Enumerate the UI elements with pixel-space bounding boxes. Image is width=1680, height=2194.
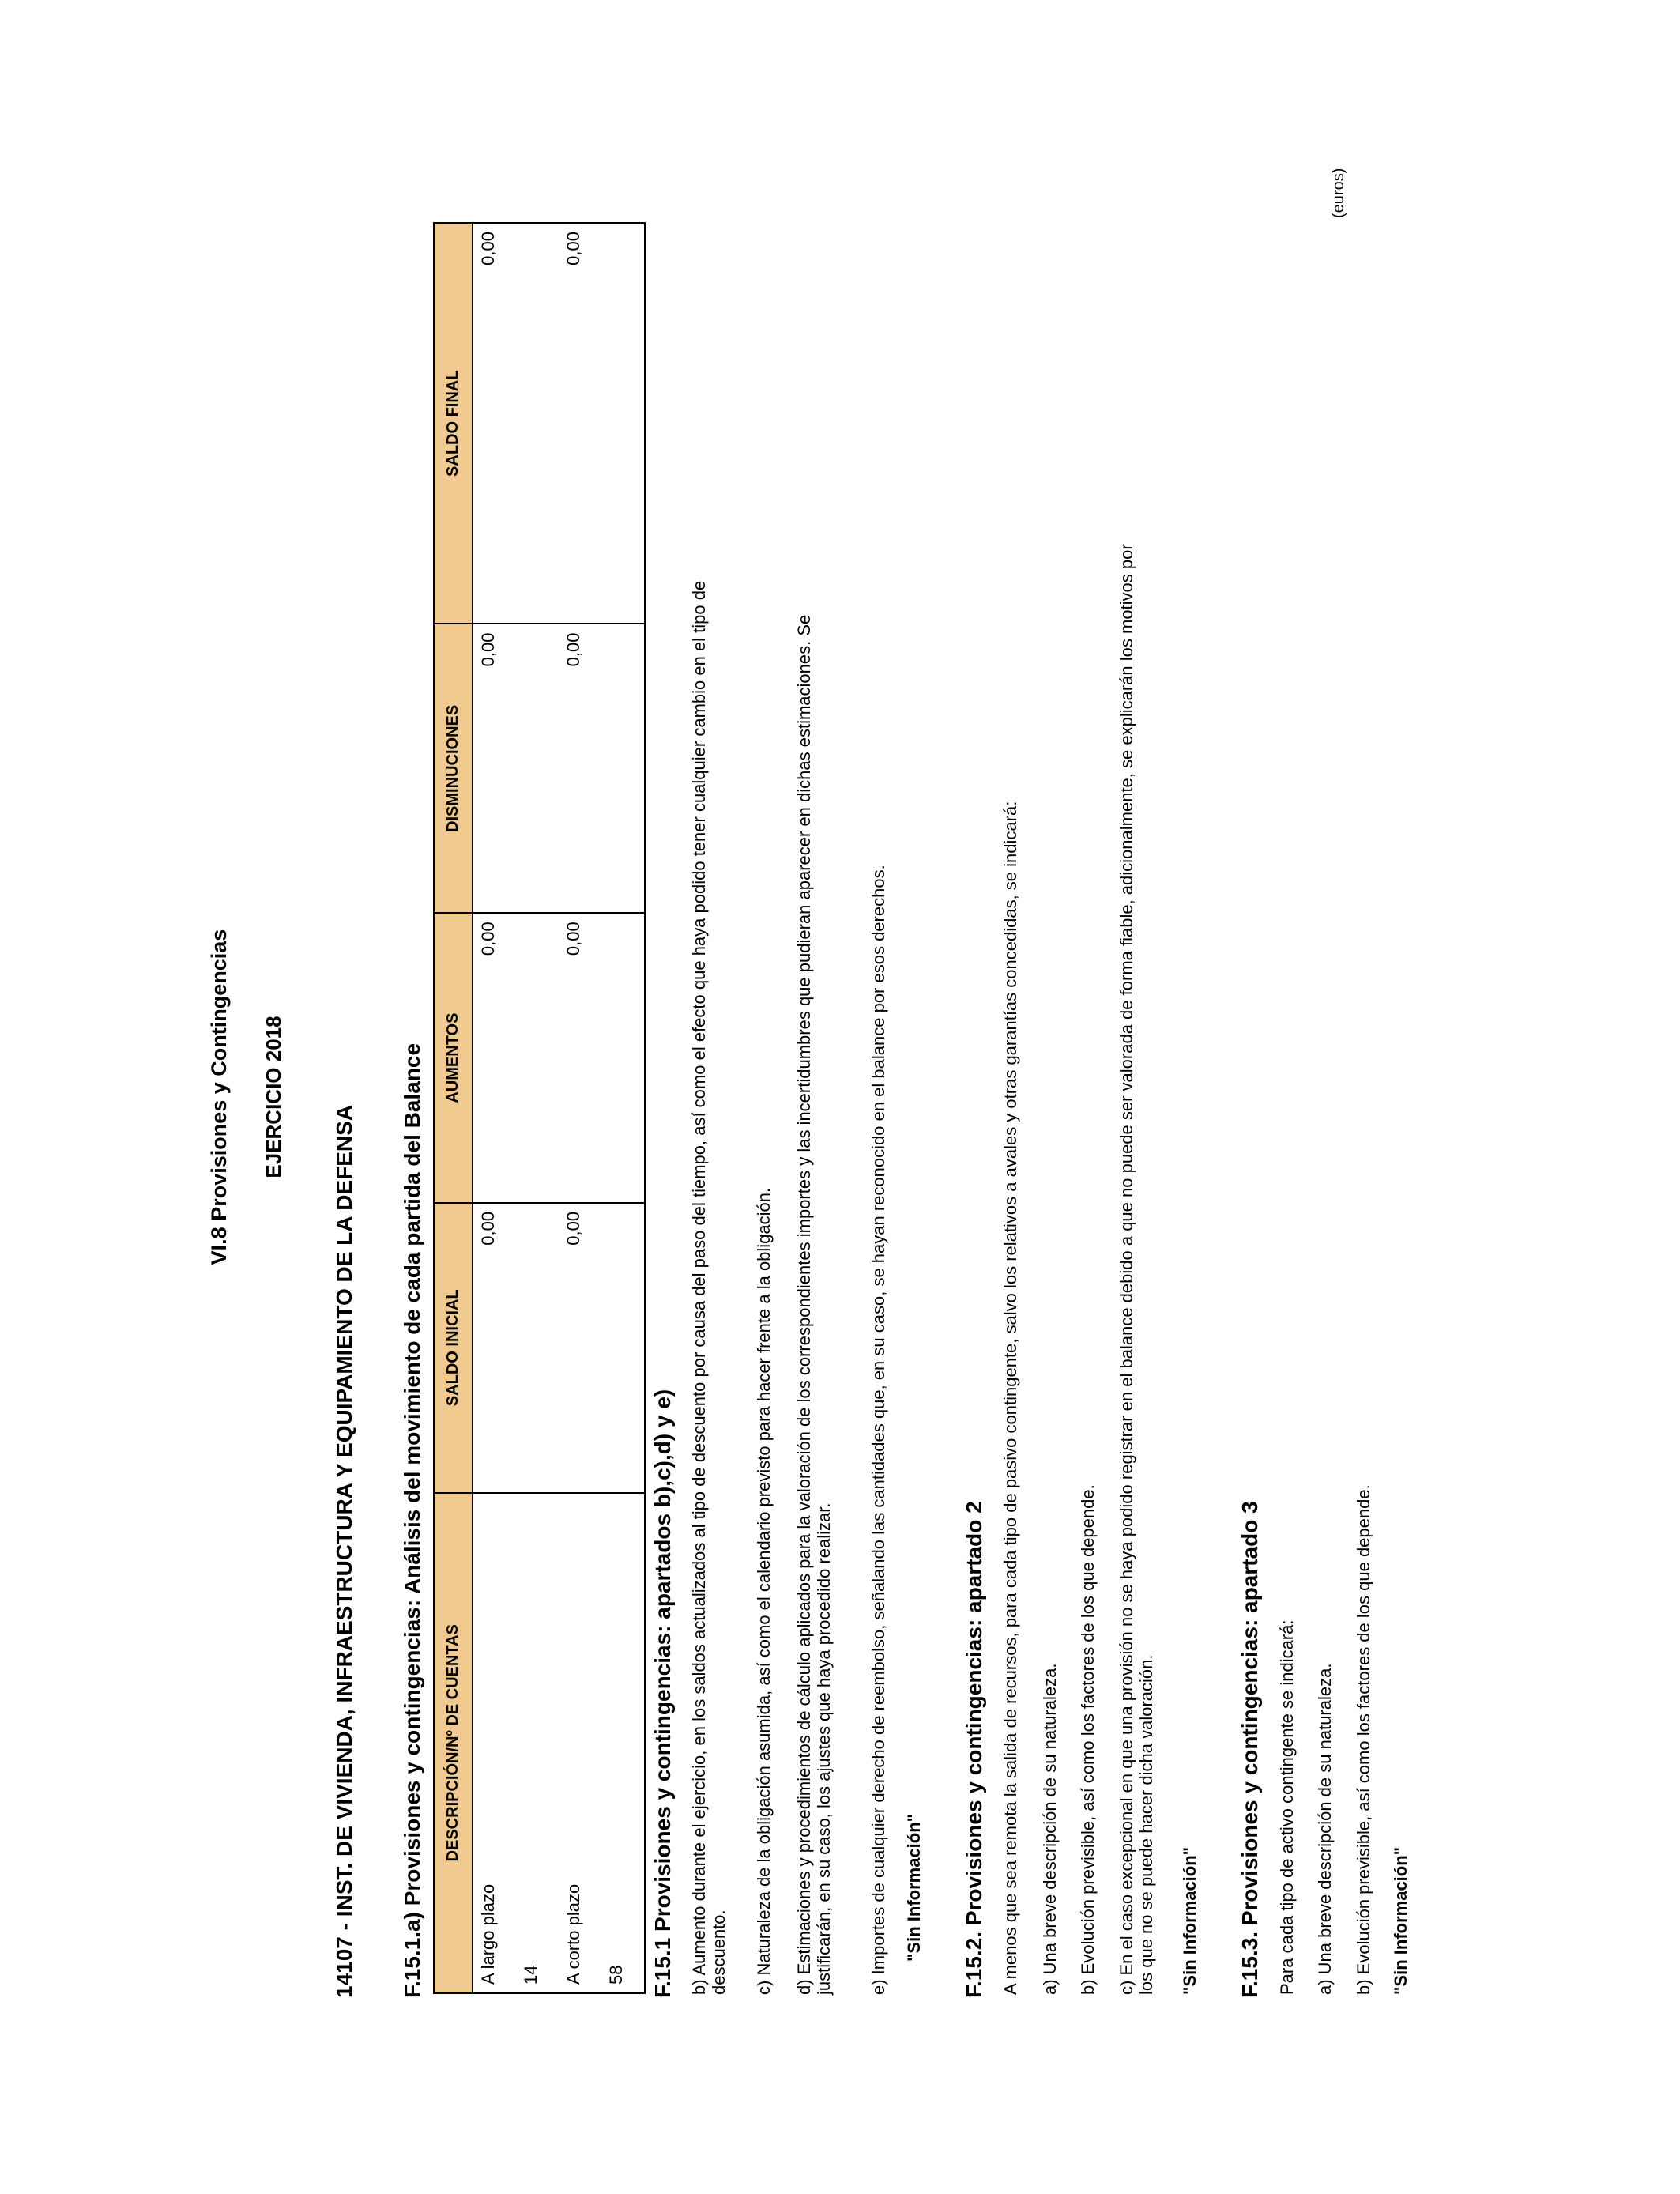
f152-intro: A menos que sea remota la salida de recursos, para cada tipo de pasivo contingente, salvo los relativos a avales y otras garantías concedidas, se indicará: <box>1000 801 1020 1995</box>
f151-title: F.15.1 Provisiones y contingencias: apartados b),c),d) y e) <box>650 1389 675 1998</box>
header-aumentos: AUMENTOS <box>434 913 473 1203</box>
f151-paragraph-c: c) Naturaleza de la obligación asumida, así como el calendario previsto para hacer frente a la obligación. <box>754 1187 774 1995</box>
saldo-inicial-cell: 0,00 <box>559 1203 601 1493</box>
disminuciones-cell: 0,00 <box>473 624 516 914</box>
table-row <box>559 223 601 1993</box>
aumentos-cell: 0,00 <box>473 913 516 1203</box>
table-row <box>516 223 559 1993</box>
f152-item-a: a) Una breve descripción de su naturaleza. <box>1040 1663 1060 1995</box>
entity-name: 14107 - INST. DE VIVIENDA, INFRAESTRUCTURA Y EQUIPAMIENTO DE LA DEFENSA <box>332 1104 356 1998</box>
f152-no-info: "Sin Información" <box>1180 1846 1200 1995</box>
row-description: A corto plazo <box>559 1493 601 1993</box>
row-account-number: 58 <box>601 1493 645 1993</box>
f151-d-line: d) Estimaciones y procedimientos de cálculo aplicados para la valoración de los correspondientes importes y las incertidumbres que pudieran aparecer en dichas estimaciones. Se <box>794 614 814 1995</box>
saldo-inicial-cell: 0,00 <box>473 1203 516 1493</box>
saldo-final-cell: 0,00 <box>559 223 601 624</box>
provisions-movement-table <box>433 222 646 1994</box>
row-description: A largo plazo <box>473 1493 516 1993</box>
table-row <box>601 223 645 1993</box>
f151-paragraph-b <box>689 209 729 1995</box>
exercise-year: EJERCICIO 2018 <box>262 1016 285 1178</box>
header-descripcion: DESCRIPCIÓN/Nº DE CUENTAS <box>434 1493 473 1993</box>
f151-d-line: justificarán, en su caso, los ajustes que haya procedido realizar. <box>814 1502 834 1995</box>
f153-title: F.15.3. Provisiones y contingencias: apartado 3 <box>1237 1501 1262 1998</box>
currency-unit: (euros) <box>1330 168 1347 218</box>
f152-c-line: los que no se puede hacer dicha valoración. <box>1136 1654 1156 1995</box>
f152-item-c <box>1117 209 1156 1995</box>
header-saldo-inicial: SALDO INICIAL <box>434 1203 473 1493</box>
header-disminuciones: DISMINUCIONES <box>434 624 473 914</box>
f153-item-a: a) Una breve descripción de su naturaleza. <box>1315 1663 1335 1995</box>
f153-intro: Para cada tipo de activo contingente se indicará: <box>1277 1619 1297 1995</box>
f151-paragraph-e: e) Importes de cualquier derecho de reembolso, señalando las cantidades que, en su caso, se hayan reconocido en el balance por esos derechos. <box>868 865 888 1995</box>
table-row <box>473 223 516 1993</box>
f151-b-line: descuento. <box>709 1909 729 1995</box>
aumentos-cell: 0,00 <box>559 913 601 1203</box>
f151-paragraph-d <box>794 209 834 1995</box>
saldo-final-cell: 0,00 <box>473 223 516 624</box>
f152-title: F.15.2. Provisiones y contingencias: apartado 2 <box>962 1501 986 1998</box>
f152-item-b: b) Evolución previsible, así como los factores de los que depende. <box>1078 1484 1098 1995</box>
disminuciones-cell: 0,00 <box>559 624 601 914</box>
f153-no-info: "Sin Información" <box>1391 1846 1411 1995</box>
f153-item-b: b) Evolución previsible, así como los factores de los que depende. <box>1354 1484 1373 1995</box>
header-saldo-final: SALDO FINAL <box>434 223 473 624</box>
report-title: VI.8 Provisiones y Contingencias <box>207 929 231 1265</box>
f152-c-line: c) En el caso excepcional en que una provisión no se haya podido registrar en el balance debido a que no puede ser valorada de forma fiable, adicionalmente, se explicarán los motivos por <box>1117 544 1136 1995</box>
row-account-number: 14 <box>516 1493 559 1993</box>
f151-b-line: b) Aumento durante el ejercicio, en los saldos actualizados al tipo de descuento por causa del paso del tiempo, así como el efecto que haya podido tener cualquier cambio en el tipo de <box>689 580 709 1995</box>
f151-no-info: "Sin Información" <box>904 1813 924 1962</box>
table-section-title: F.15.1.a) Provisiones y contingencias: Análisis del movimiento de cada partida del Balance <box>400 1042 424 1998</box>
table-header-row <box>434 223 473 1993</box>
